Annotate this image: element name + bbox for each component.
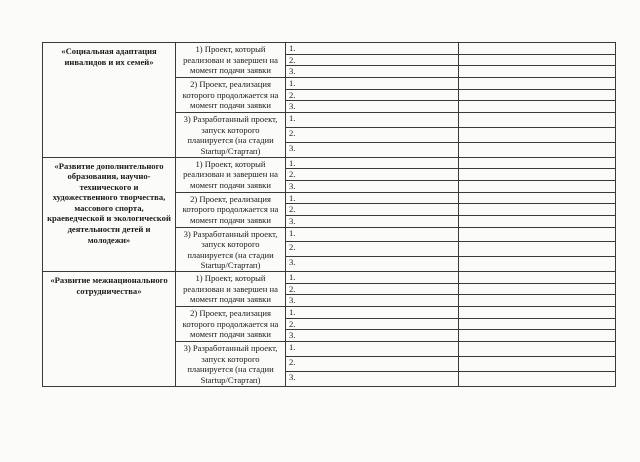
stage-label: 2) Проект, реализация которого продолжается на момент подачи заявки — [182, 308, 279, 340]
blank-cell — [459, 342, 616, 357]
stage-cell — [176, 78, 286, 113]
stage-cell — [176, 113, 286, 157]
area-cell — [43, 43, 176, 158]
blank-cell — [459, 215, 616, 227]
blank-cell — [459, 142, 616, 157]
stage-label: 3) Разработанный проект, запуск которого планируется (на стадии Startup/Стартап) — [183, 228, 278, 271]
number-label: 3. — [289, 142, 296, 153]
blank-cell — [459, 113, 616, 128]
number-label: 2. — [289, 169, 296, 180]
number-label: 2. — [289, 204, 296, 215]
area-title: «Развитие дополнительного образования, научно-технического и художественного творчества, массового спорта, краеведческой и экологической деятельности детей и молодежи» — [47, 160, 171, 245]
number-label: 1. — [289, 157, 296, 168]
number-cell — [286, 307, 459, 319]
number-label: 3. — [289, 371, 296, 382]
blank-cell — [459, 192, 616, 204]
stage-cell — [176, 227, 286, 271]
blank-cell — [459, 89, 616, 101]
number-cell — [286, 242, 459, 257]
number-label: 2. — [289, 318, 296, 329]
blank-cell — [459, 283, 616, 295]
stage-cell — [176, 342, 286, 386]
blank-cell — [459, 371, 616, 386]
number-cell — [286, 78, 459, 90]
number-label: 2. — [289, 54, 296, 65]
number-label: 1. — [289, 272, 296, 282]
number-cell — [286, 89, 459, 101]
stage-label: 3) Разработанный проект, запуск которого планируется (на стадии Startup/Стартап) — [183, 343, 278, 385]
number-label: 3. — [289, 295, 296, 306]
number-cell — [286, 113, 459, 128]
number-label: 2. — [289, 283, 296, 294]
blank-cell — [459, 295, 616, 307]
number-cell — [286, 43, 459, 55]
number-cell — [286, 204, 459, 216]
number-label: 1. — [289, 43, 296, 53]
number-cell — [286, 318, 459, 330]
number-cell — [286, 192, 459, 204]
area-title: «Развитие межнационального сотрудничества» — [50, 275, 168, 296]
number-label: 3. — [289, 180, 296, 191]
number-label: 2. — [289, 127, 296, 138]
number-cell — [286, 342, 459, 357]
area-cell — [43, 272, 176, 387]
stage-label: 2) Проект, реализация которого продолжается на момент подачи заявки — [182, 193, 279, 225]
number-cell — [286, 272, 459, 284]
number-label: 1. — [289, 227, 296, 238]
table-row — [43, 272, 616, 284]
stage-cell — [176, 157, 286, 192]
number-label: 1. — [289, 78, 296, 89]
number-cell — [286, 180, 459, 192]
number-label: 1. — [289, 113, 296, 124]
number-cell — [286, 101, 459, 113]
blank-cell — [459, 54, 616, 66]
number-label: 3. — [289, 66, 296, 77]
number-cell — [286, 356, 459, 371]
number-cell — [286, 215, 459, 227]
blank-cell — [459, 101, 616, 113]
number-label: 3. — [289, 330, 296, 341]
number-label: 3. — [289, 101, 296, 112]
stage-cell — [176, 307, 286, 342]
blank-cell — [459, 227, 616, 242]
blank-cell — [459, 127, 616, 142]
blank-cell — [459, 242, 616, 257]
blank-cell — [459, 318, 616, 330]
blank-cell — [459, 169, 616, 181]
table-row — [43, 157, 616, 169]
number-cell — [286, 330, 459, 342]
stage-label: 3) Разработанный проект, запуск которого планируется (на стадии Startup/Стартап) — [183, 114, 278, 156]
area-cell — [43, 157, 176, 272]
blank-cell — [459, 204, 616, 216]
number-cell — [286, 66, 459, 78]
stage-label: 1) Проект, который реализован и завершен на момент подачи заявки — [183, 44, 278, 76]
stage-label: 1) Проект, который реализован и завершен на момент подачи заявки — [183, 158, 278, 190]
blank-cell — [459, 157, 616, 169]
number-cell — [286, 169, 459, 181]
number-label: 3. — [289, 215, 296, 226]
number-cell — [286, 54, 459, 66]
number-cell — [286, 127, 459, 142]
blank-cell — [459, 307, 616, 319]
table-row — [43, 43, 616, 55]
number-cell — [286, 295, 459, 307]
number-cell — [286, 371, 459, 386]
stage-cell — [176, 43, 286, 78]
blank-cell — [459, 272, 616, 284]
number-label: 1. — [289, 307, 296, 318]
number-cell — [286, 283, 459, 295]
number-cell — [286, 157, 459, 169]
number-label: 1. — [289, 342, 296, 353]
stage-label: 1) Проект, который реализован и завершен на момент подачи заявки — [183, 273, 278, 305]
blank-cell — [459, 356, 616, 371]
number-label: 3. — [289, 257, 296, 268]
blank-cell — [459, 257, 616, 272]
blank-cell — [459, 43, 616, 55]
number-label: 2. — [289, 89, 296, 100]
blank-cell — [459, 66, 616, 78]
number-label: 2. — [289, 242, 296, 253]
stage-cell — [176, 272, 286, 307]
number-label: 1. — [289, 192, 296, 203]
number-cell — [286, 257, 459, 272]
number-cell — [286, 142, 459, 157]
number-label: 2. — [289, 356, 296, 367]
project-table — [42, 42, 616, 387]
blank-cell — [459, 78, 616, 90]
number-cell — [286, 227, 459, 242]
stage-cell — [176, 192, 286, 227]
stage-label: 2) Проект, реализация которого продолжается на момент подачи заявки — [182, 79, 279, 111]
blank-cell — [459, 330, 616, 342]
area-title: «Социальная адаптация инвалидов и их семей» — [61, 46, 157, 67]
blank-cell — [459, 180, 616, 192]
